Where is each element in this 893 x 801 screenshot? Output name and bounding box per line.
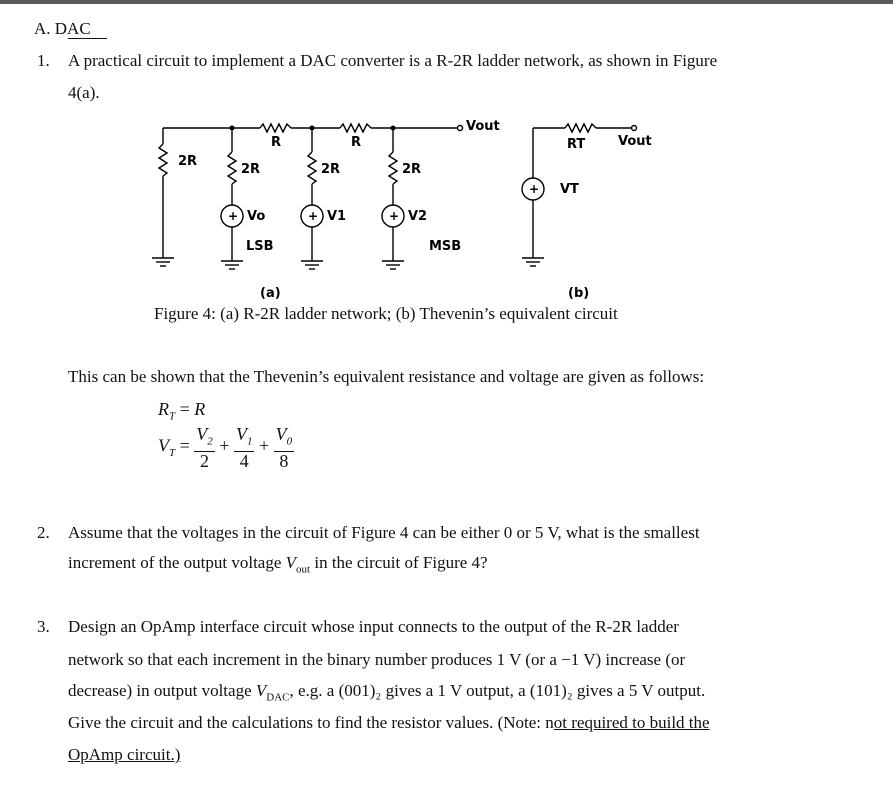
q2-number: 2. (37, 523, 50, 542)
label-v2: V2 (408, 209, 428, 224)
figure-sub-b: (b) (568, 286, 590, 301)
plus-v0: + (228, 209, 239, 223)
equation-vt: $V_T$ = $\frac{V_2}{2}$ + $\frac{V_1}{4}$ + $\frac{V_0}{8}$ (158, 424, 293, 471)
q2-line1: Assume that the voltages in the circuit of Figure 4 can be either 0 or 5 V, what is the smallest (68, 523, 700, 542)
q3-number: 3. (37, 617, 50, 636)
label-2r-b: 2R (241, 162, 261, 177)
q3-line3: decrease) in output voltage $V_{DAC}$, e.g. a (001)₂ gives a 1 V output, a (101)₂ gives a 5 V output. (68, 681, 706, 704)
equation-rt: $R_T = R$ (158, 399, 206, 423)
thevenin-intro: This can be shown that the Thevenin’s equivalent resistance and voltage are given as follows: (68, 367, 705, 386)
label-vout-b: Vout (618, 134, 652, 149)
section-heading (34, 19, 91, 39)
label-r2: R (351, 135, 362, 150)
q1-line2: 4(a). (68, 83, 100, 102)
figure-sub-a: (a) (260, 286, 281, 301)
figure-caption: Figure 4: (a) R-2R ladder network; (b) Thevenin’s equivalent circuit (154, 304, 618, 323)
label-vt: VT (560, 182, 579, 197)
top-border (0, 0, 893, 4)
q3-line2: network so that each increment in the binary number produces 1 V (or a −1 V) increase (or (68, 650, 686, 669)
label-msb: MSB (429, 239, 462, 254)
label-vout-a: Vout (466, 119, 500, 134)
plus-v1: + (308, 209, 319, 223)
label-v1: V1 (327, 209, 347, 224)
label-2r-d: 2R (402, 162, 422, 177)
plus-vt: + (529, 182, 540, 196)
section-title: A. DAC (34, 19, 91, 38)
label-rt: RT (567, 137, 586, 152)
label-2r-a: 2R (178, 154, 198, 169)
q3-line5: OpAmp circuit.) (68, 745, 181, 764)
label-2r-c: 2R (321, 162, 341, 177)
q1-line1: A practical circuit to implement a DAC converter is a R-2R ladder network, as shown in Figure (68, 51, 718, 70)
q2-line2: increment of the output voltage $V_{out}$ in the circuit of Figure 4? (68, 553, 488, 576)
q1-number: 1. (37, 51, 50, 70)
q3-line1: Design an OpAmp interface circuit whose input connects to the output of the R-2R ladder (68, 617, 679, 636)
label-lsb: LSB (246, 239, 274, 254)
plus-v2: + (389, 209, 400, 223)
label-r1: R (271, 135, 282, 150)
q3-line4: Give the circuit and the calculations to find the resistor values. (Note: not required to build the (68, 713, 710, 732)
title-underline (68, 38, 107, 39)
label-v0: Vo (247, 209, 266, 224)
r2r-ladder-figure (140, 108, 660, 303)
